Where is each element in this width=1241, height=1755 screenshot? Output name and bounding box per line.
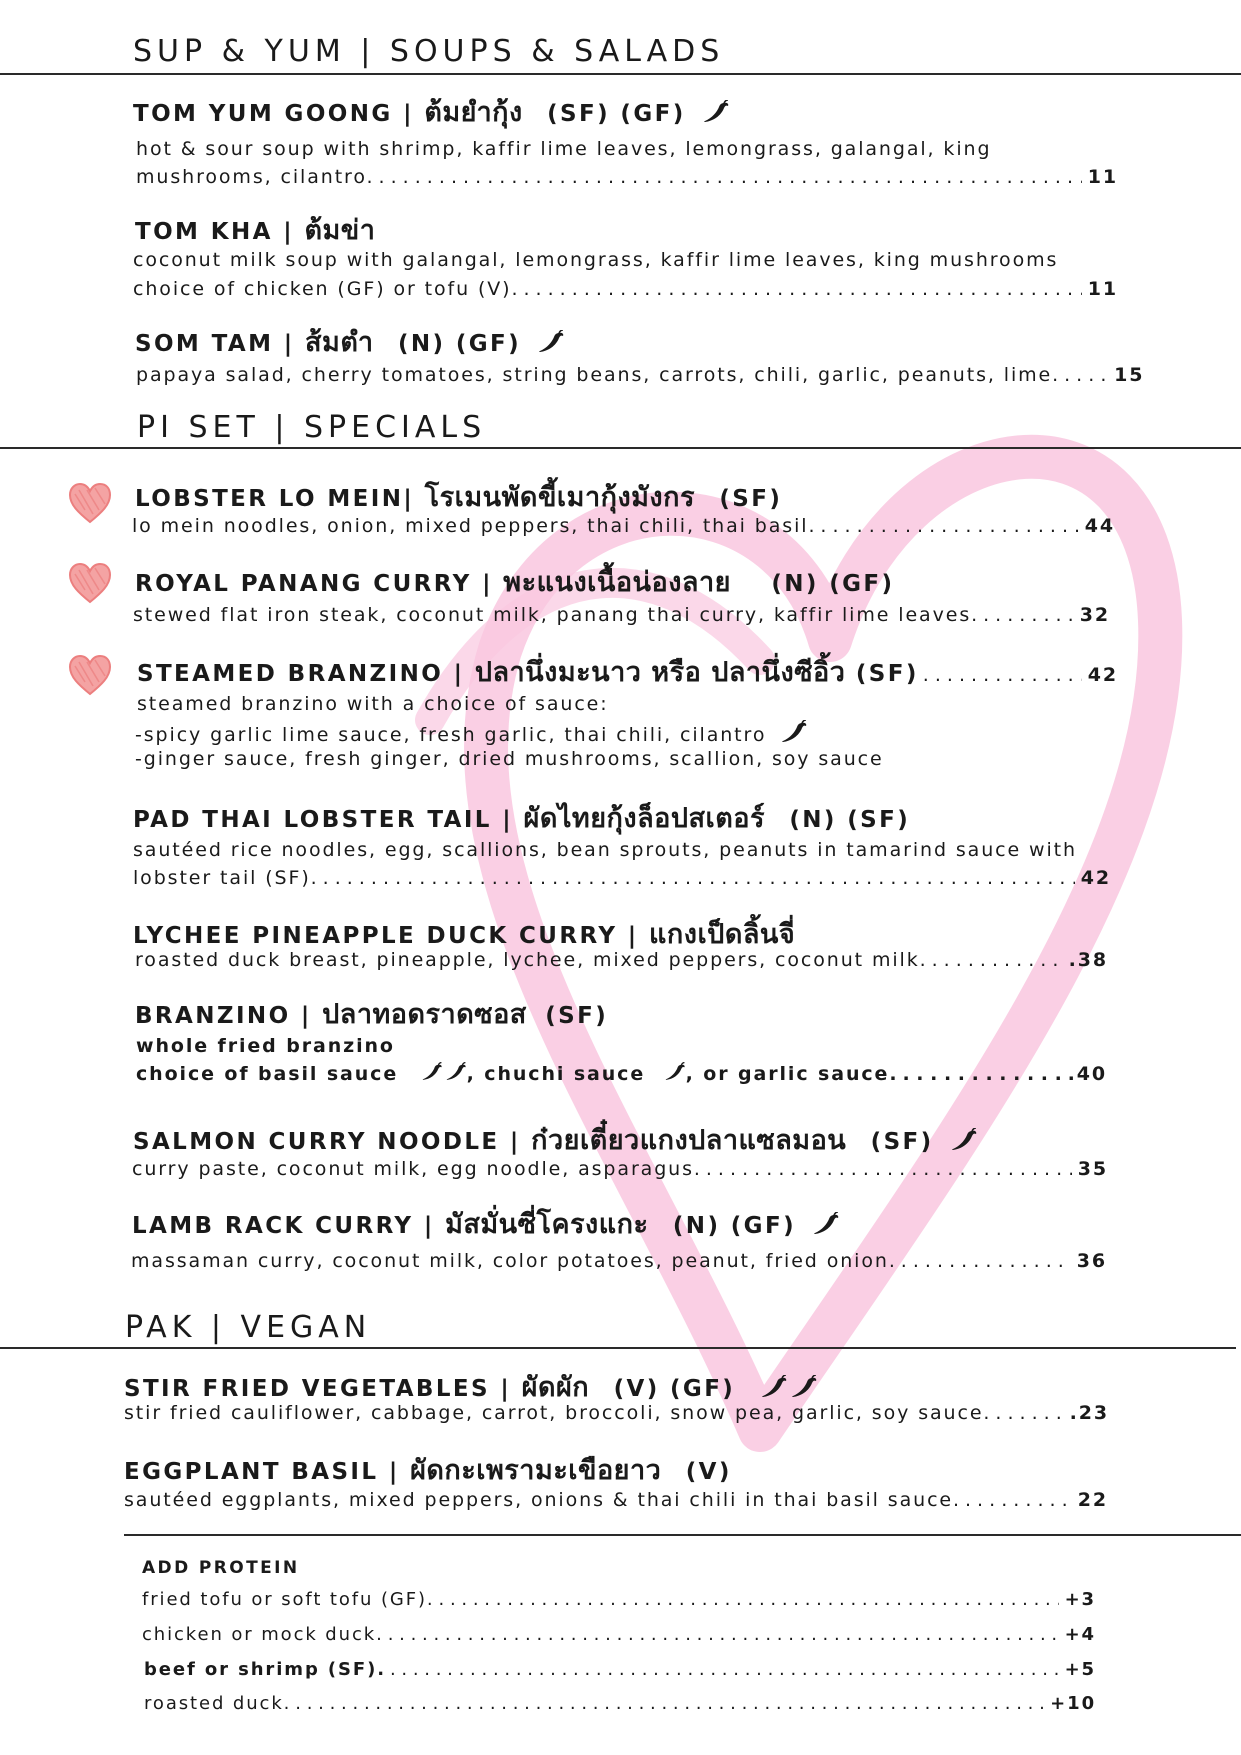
- dish-price: .40: [1067, 1063, 1107, 1085]
- dish-description-price-line: roasted duck breast, pineapple, lychee, mixed peppers, coconut milk. . . . .38: [135, 949, 1108, 971]
- dish-description-price-line: curry paste, coconut milk, egg noodle, asparagus. . . . 35: [132, 1158, 1108, 1180]
- dish-description-price-line: choice of basil sauce , chuchi sauce , or garlic sauce. . . . .40: [136, 1062, 1107, 1085]
- dish-description-price-line: papaya salad, cherry tomatoes, string beans, carrots, chili, garlic, peanuts, lime. . . . 15: [136, 364, 1118, 386]
- protein-price: +4: [1064, 1624, 1096, 1645]
- dish-description-price-line: massaman curry, coconut milk, color potatoes, peanut, fried onion. . . . 36: [131, 1250, 1107, 1272]
- section-divider: [0, 73, 1241, 75]
- heart-icon: [67, 652, 113, 698]
- chili-pepper-icon: [421, 1062, 443, 1082]
- dish-price: 44: [1084, 515, 1115, 537]
- dish-lobster-lo-mein: LOBSTER LO MEIN| โรเมนพัดขี้เมากุ้งมังกร (SF): [135, 482, 783, 513]
- protein-row: roasted duck. . . . +10: [144, 1693, 1096, 1714]
- dish-description-price-line: stir fried cauliflower, cabbage, carrot, broccoli, snow pea, garlic, soy sauce. . . . .23: [124, 1402, 1109, 1424]
- dish-price: 32: [1079, 604, 1110, 626]
- chili-pepper-icon: [664, 1062, 686, 1082]
- chili-pepper-icon: [760, 1375, 788, 1399]
- protein-price: +10: [1050, 1693, 1096, 1714]
- dish-price: 11: [1087, 278, 1118, 300]
- dish-description: coconut milk soup with galangal, lemongrass, kaffir lime leaves, king mushrooms: [133, 249, 1059, 271]
- chili-pepper-icon: [780, 720, 808, 744]
- chili-pepper-icon: [790, 1375, 818, 1399]
- add-protein-title: ADD PROTEIN: [142, 1558, 300, 1578]
- section-title-specials: PI SET | SPECIALS: [137, 410, 487, 445]
- dish-price: 42: [1087, 664, 1118, 686]
- section-title-vegan: PAK | VEGAN: [125, 1310, 372, 1345]
- dish-price: 11: [1087, 166, 1118, 188]
- dish-description-price-line: sautéed eggplants, mixed peppers, onions & thai chili in thai basil sauce. . . . 22: [124, 1489, 1108, 1511]
- dish-description-price-line: mushrooms, cilantro. . . . 11: [136, 166, 1118, 188]
- heart-icon: [67, 480, 113, 526]
- protein-row: beef or shrimp (SF). . . . +5: [144, 1659, 1096, 1680]
- dish-royal-panang-curry: ROYAL PANANG CURRY | พะแนงเนื้อน่องลาย (N) (GF): [135, 567, 895, 598]
- dish-stir-fried-vegetables: STIR FRIED VEGETABLES | ผัดผัก (V) (GF): [124, 1365, 818, 1408]
- heart-icon: [67, 560, 113, 606]
- dish-price: .23: [1069, 1402, 1109, 1424]
- protein-price: +5: [1064, 1659, 1096, 1680]
- chili-pepper-icon: [702, 100, 730, 124]
- dish-price: 36: [1076, 1250, 1107, 1272]
- dish-som-tam: SOM TAM | ส้มตำ (N) (GF): [135, 320, 565, 363]
- protein-price: +3: [1064, 1589, 1096, 1610]
- dish-description: hot & sour soup with shrimp, kaffir lime leaves, lemongrass, galangal, king: [136, 138, 992, 160]
- dish-price: 42: [1080, 867, 1111, 889]
- dish-pad-thai-lobster-tail: PAD THAI LOBSTER TAIL | ผัดไทยกุ้งล็อปสเตอร์ (N) (SF): [133, 803, 911, 834]
- dish-description-price-line: stewed flat iron steak, coconut milk, panang thai curry, kaffir lime leaves. . . . 32: [133, 604, 1110, 626]
- section-divider: [0, 1347, 1236, 1349]
- dish-branzino: BRANZINO | ปลาทอดราดซอส (SF): [135, 999, 609, 1030]
- dish-lamb-rack-curry: LAMB RACK CURRY | มัสมั่นซี่โครงแกะ (N) (GF): [132, 1202, 840, 1245]
- section-divider: [0, 447, 1241, 449]
- dish-description-price-line: lobster tail (SF). . . . 42: [133, 867, 1111, 889]
- dish-lychee-pineapple-duck-curry: LYCHEE PINEAPPLE DUCK CURRY | แกงเป็ดลิ้นจี่: [133, 919, 796, 950]
- protein-row: chicken or mock duck. . . . +4: [142, 1624, 1096, 1645]
- dish-description: steamed branzino with a choice of sauce:: [137, 693, 609, 715]
- dish-price: 35: [1077, 1158, 1108, 1180]
- dish-eggplant-basil: EGGPLANT BASIL | ผัดกะเพรามะเขือยาว (V): [124, 1455, 732, 1486]
- chili-pepper-icon: [537, 330, 565, 354]
- dish-salmon-curry-noodle: SALMON CURRY NOODLE | ก๋วยเตี๋ยวแกงปลาแซลมอน (SF): [133, 1118, 978, 1161]
- chili-pepper-icon: [812, 1212, 840, 1236]
- chili-pepper-icon: [445, 1062, 467, 1082]
- dish-description: sautéed rice noodles, egg, scallions, bean sprouts, peanuts in tamarind sauce with: [133, 839, 1077, 861]
- dish-description-price-line: lo mein noodles, onion, mixed peppers, thai chili, thai basil. . . . 44: [132, 515, 1115, 537]
- dish-description: -spicy garlic lime sauce, fresh garlic, thai chili, cilantro: [135, 720, 808, 746]
- protein-row: fried tofu or soft tofu (GF). . . . +3: [142, 1589, 1096, 1610]
- section-divider: [124, 1534, 1241, 1536]
- dish-price: 22: [1077, 1489, 1108, 1511]
- dish-description-price-line: choice of chicken (GF) or tofu (V). . . . 11: [133, 278, 1118, 300]
- dish-tom-yum-goong: TOM YUM GOONG | ต้มยำกุ้ง (SF) (GF): [133, 90, 730, 133]
- dish-description: whole fried branzino: [136, 1035, 395, 1057]
- dish-description: -ginger sauce, fresh ginger, dried mushrooms, scallion, soy sauce: [135, 748, 884, 770]
- dish-price: .38: [1068, 949, 1108, 971]
- dish-tom-kha: TOM KHA | ต้มข่า: [135, 215, 376, 246]
- section-title-soups: SUP & YUM | SOUPS & SALADS: [133, 34, 725, 69]
- dish-price: 15: [1114, 364, 1145, 386]
- dish-steamed-branzino: STEAMED BRANZINO | ปลานึ่งมะนาว หรือ ปลานึ่งซีอิ้ว (SF) . . . 42: [137, 650, 1118, 693]
- chili-pepper-icon: [950, 1128, 978, 1152]
